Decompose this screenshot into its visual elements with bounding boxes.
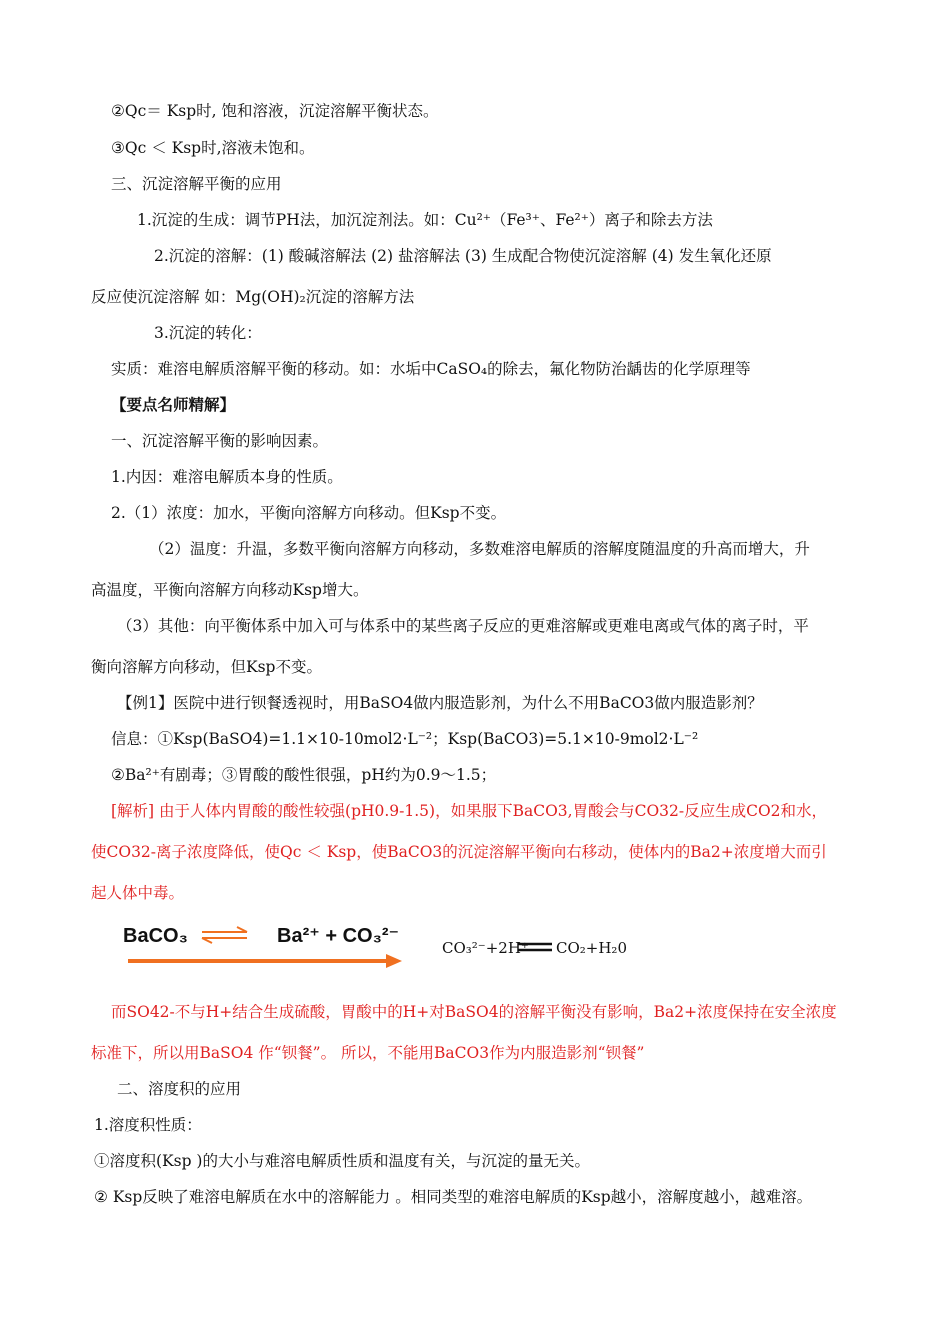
text-line: ①溶度积(Ksp )的大小与难溶电解质性质和温度有关，与沉淀的量无关。 — [94, 1152, 590, 1170]
text-line: 3.沉淀的转化： — [154, 324, 262, 342]
text-line: ② Ksp反映了难溶电解质在水中的溶解能力 。相同类型的难溶电解质的Ksp越小，溶解度越小，越难溶。 — [94, 1188, 813, 1206]
text-line: 高温度，平衡向溶解方向移动Ksp增大。 — [91, 581, 369, 599]
equation-right: Ba²⁺ + CO₃²⁻ — [277, 925, 400, 947]
analysis-line: 而SO42-不与H+结合生成硫酸，胃酸中的H+对BaSO4的溶解平衡没有影响，Ba2+浓度保持在安全浓度 — [111, 1003, 837, 1021]
equation-left: BaCO₃ — [123, 925, 188, 947]
text-line: 衡向溶解方向移动，但Ksp不变。 — [91, 658, 322, 676]
text-line: 1.溶度积性质： — [94, 1116, 202, 1134]
section-heading: 【要点名师精解】 — [111, 396, 236, 414]
text-line: ②Ba²⁺有剧毒；③胃酸的酸性很强，pH约为0.9～1.5； — [111, 766, 497, 784]
text-line: 2.（1）浓度：加水，平衡向溶解方向移动。但Ksp不变。 — [111, 504, 507, 522]
shift-arrow-head — [386, 954, 402, 968]
text-line: 信息：①Ksp(BaSO4)=1.1×10-10mol2·L⁻²；Ksp(BaCO3)=5.1×10-9mol2·L⁻² — [111, 730, 699, 748]
equation-second-right: CO₂+H₂0 — [556, 939, 627, 957]
analysis-line: 起人体中毒。 — [91, 884, 185, 902]
section-heading: 三、沉淀溶解平衡的应用 — [111, 175, 282, 193]
text-line: ③Qc ＜ Ksp时,溶液未饱和。 — [111, 139, 315, 157]
section-heading: 二、溶度积的应用 — [117, 1080, 242, 1098]
equilibrium-diagram — [120, 918, 640, 972]
analysis-line: 标准下，所以用BaSO4 作“钡餐”。 所以，不能用BaCO3作为内服造影剂“钡餐” — [91, 1044, 645, 1062]
analysis-line: 使CO32-离子浓度降低，使Qc ＜ Ksp，使BaCO3的沉淀溶解平衡向右移动，使体内的Ba2+浓度增大而引 — [91, 843, 827, 861]
text-line: 1.内因：难溶电解质本身的性质。 — [111, 468, 343, 486]
text-line: （3）其他：向平衡体系中加入可与体系中的某些离子反应的更难溶解或更难电离或气体的离子时，平 — [117, 617, 809, 635]
section-heading: 一、沉淀溶解平衡的影响因素。 — [111, 432, 329, 450]
example-heading: 【例1】医院中进行钡餐透视时，用BaSO4做内服造影剂，为什么不用BaCO3做内服造影剂？ — [117, 694, 763, 712]
text-line: （2）温度：升温，多数平衡向溶解方向移动，多数难溶电解质的溶解度随温度的升高而增大，升 — [149, 540, 810, 558]
text-line: 实质：难溶电解质溶解平衡的移动。如：水垢中CaSO₄的除去，氟化物防治龋齿的化学原理等 — [111, 360, 751, 378]
text-line: 2.沉淀的溶解：(1) 酸碱溶解法 (2) 盐溶解法 (3) 生成配合物使沉淀溶解 (4) 发生氧化还原 — [154, 247, 772, 265]
equation-second: CO₃²⁻+2H⁺ — [442, 939, 529, 957]
text-line: ②Qc＝ Ksp时, 饱和溶液，沉淀溶解平衡状态。 — [111, 102, 439, 120]
text-line: 1.沉淀的生成：调节PH法，加沉淀剂法。如：Cu²⁺（Fe³⁺、Fe²⁺）离子和除去方法 — [137, 211, 713, 229]
text-line: 反应使沉淀溶解 如：Mg(OH)₂沉淀的溶解方法 — [91, 288, 415, 306]
analysis-line: [解析] 由于人体内胃酸的酸性较强(pH0.9-1.5)，如果服下BaCO3,胃酸会与CO32-反应生成CO2和水， — [111, 802, 828, 820]
